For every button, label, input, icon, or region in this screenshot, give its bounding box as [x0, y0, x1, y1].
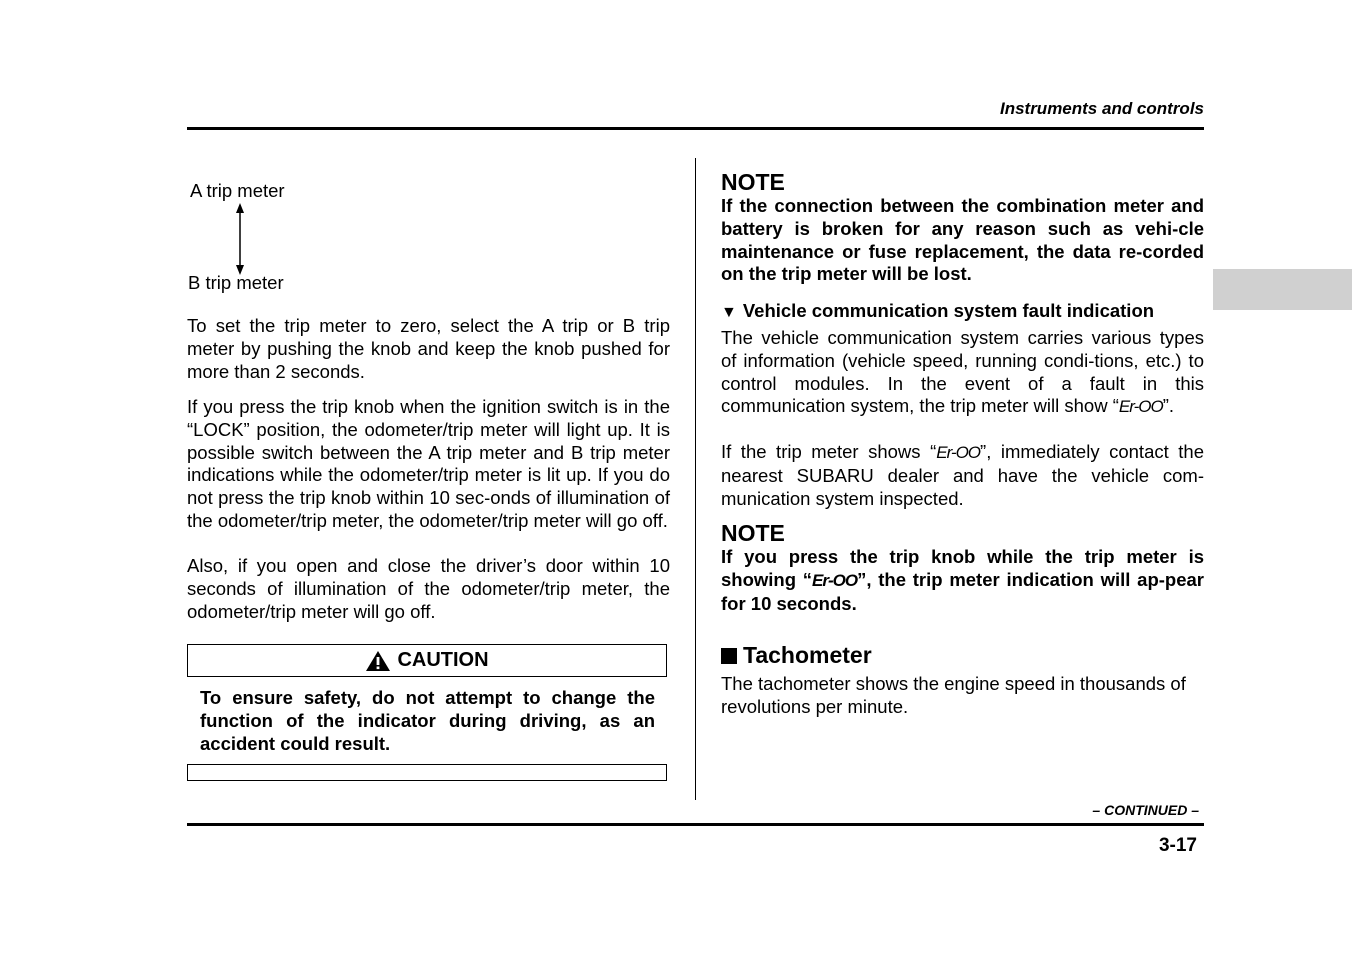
section-heading-label: Tachometer [743, 642, 872, 668]
caution-text: To ensure safety, do not attempt to change the function of the indicator during driving, as an accident could result. [200, 687, 655, 754]
note-text-2-end: ”, the trip meter indication will ap-pear for 10 seconds. [721, 568, 1204, 614]
chapter-tab [1213, 269, 1352, 310]
continued-label: – CONTINUED – [1092, 802, 1199, 818]
sub-heading-label: Vehicle communication system fault indication [742, 300, 1155, 321]
door-paragraph: Also, if you open and close the driver’s door within 10 seconds of illumination of the odometer/trip meter, the odometer/trip meter will go off. [187, 555, 670, 622]
triangle-bullet-icon: ▼ [721, 304, 737, 321]
note-text-2 [721, 546, 1204, 615]
note-heading-2: NOTE [721, 520, 785, 546]
header-rule [187, 127, 1204, 130]
contact-paragraph [721, 441, 1204, 510]
caution-header [187, 644, 667, 677]
reset-paragraph: To set the trip meter to zero, select the A trip or B trip meter by pushing the knob and keep the knob pushed for more than 2 seconds. [187, 315, 670, 382]
contact-paragraph-end: ”, immediately contact the nearest SUBARU dealer and have the vehicle com-munication system inspected. [721, 441, 1204, 509]
error-code: Er-OO [1118, 397, 1163, 417]
contact-paragraph-text: If the trip meter shows “ [721, 441, 937, 462]
fault-paragraph [721, 327, 1204, 419]
figure-label-b: B trip meter [188, 272, 284, 293]
double-arrow-icon [230, 203, 250, 275]
figure-label-a: A trip meter [190, 180, 285, 201]
tachometer-paragraph: The tachometer shows the engine speed in thousands of revolutions per minute. [721, 673, 1186, 717]
footer-rule [187, 823, 1204, 826]
page-number: 3-17 [1158, 835, 1197, 856]
note-heading-1: NOTE [721, 169, 785, 195]
running-header: Instruments and controls [999, 99, 1204, 118]
lock-paragraph: If you press the trip knob when the ignition switch is in the “LOCK” position, the odometer/trip meter will light up. It is possible switch between the A trip meter and B trip meter indications while the odometer/trip meter is lit up. If you do not press the trip knob within 10 sec-onds of illumination of the odometer/trip meter, the odometer/trip meter will go off. [187, 396, 670, 531]
fault-paragraph-end: ”. [1162, 395, 1174, 417]
error-code: Er-OO [936, 443, 981, 462]
section-heading [721, 642, 1204, 668]
sub-heading [721, 300, 1204, 324]
note-text-2-start: If you press the trip knob while the trip meter is showing “ [721, 546, 1204, 590]
column-divider [695, 158, 696, 800]
square-bullet-icon [721, 648, 737, 664]
error-code: Er-OO [812, 570, 858, 590]
caution-footer-box [187, 764, 667, 781]
fault-paragraph-text: The vehicle communication system carries various types of information (vehicle speed, running condi-tions, etc.) to control modules. In the event of a fault in this communication system, the trip meter will show “ [721, 327, 1204, 417]
note-text-1: If the connection between the combination meter and battery is broken for any reason such as vehi-cle maintenance or fuse replacement, the data re-corded on the trip meter will be lost. [721, 195, 1204, 285]
caution-label: CAUTION [397, 649, 489, 671]
warning-triangle-icon [365, 650, 391, 672]
